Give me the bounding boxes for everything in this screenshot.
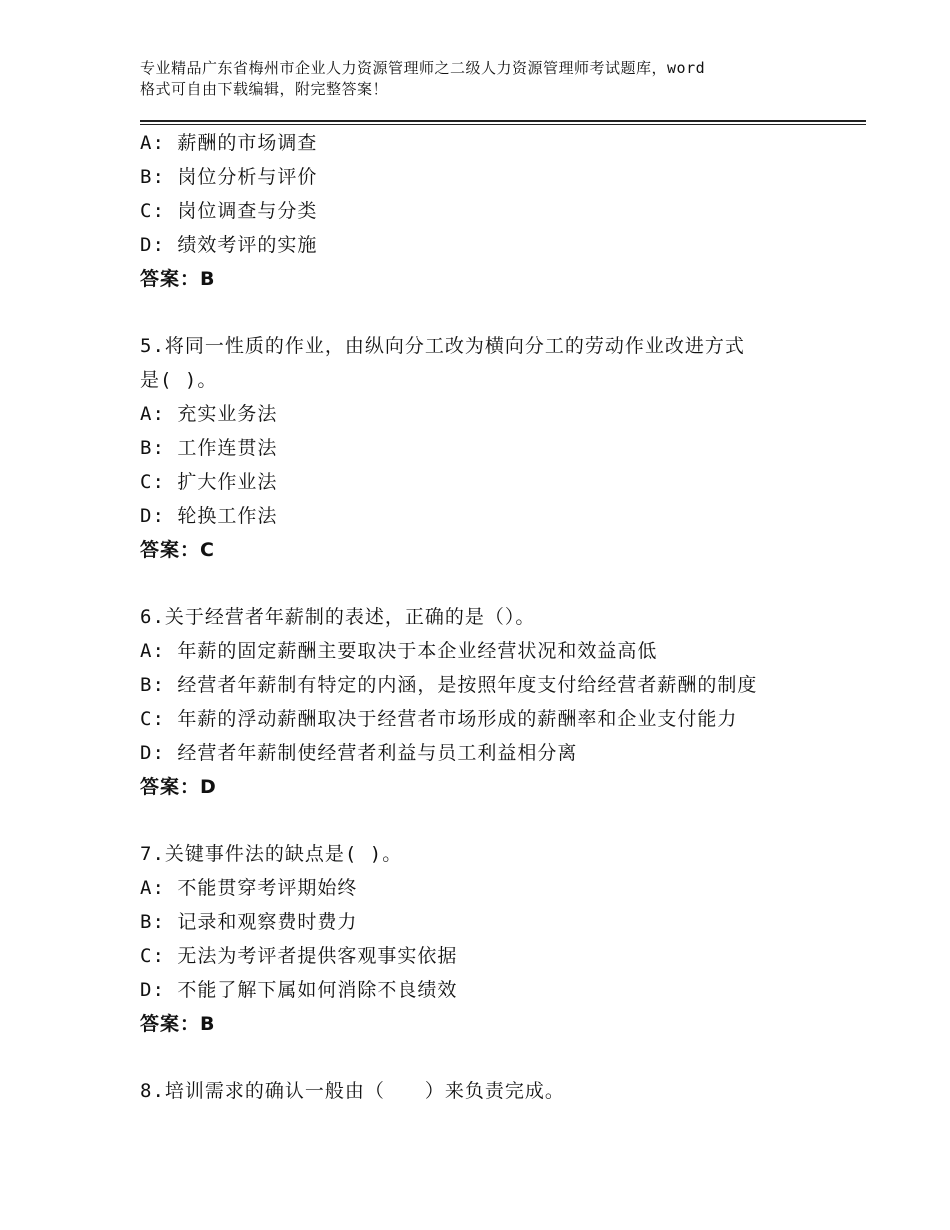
- option-b: B: 岗位分析与评价: [140, 166, 318, 188]
- option-c: C: 扩大作业法: [140, 471, 278, 493]
- question-8: [140, 1074, 860, 1108]
- question-4-tail: [140, 126, 860, 296]
- option-b: B: 记录和观察费时费力: [140, 911, 358, 933]
- question-5: [140, 329, 860, 567]
- question-stem: 7.关键事件法的缺点是( )。: [140, 843, 403, 865]
- question-7: [140, 837, 860, 1041]
- header-divider-thin: [140, 124, 866, 125]
- option-a: A: 充实业务法: [140, 403, 278, 425]
- option-d: D: 不能了解下属如何消除不良绩效: [140, 979, 458, 1001]
- option-b: B: 工作连贯法: [140, 437, 278, 459]
- answer: 答案：B: [140, 268, 216, 290]
- answer: 答案：B: [140, 1013, 216, 1035]
- answer: 答案：D: [140, 776, 217, 798]
- option-a: A: 年薪的固定薪酬主要取决于本企业经营状况和效益高低: [140, 640, 658, 662]
- option-c: C: 年薪的浮动薪酬取决于经营者市场形成的薪酬率和企业支付能力: [140, 708, 738, 730]
- option-c: C: 岗位调查与分类: [140, 200, 318, 222]
- answer: 答案：C: [140, 539, 215, 561]
- page-header: [140, 58, 840, 100]
- option-b: B: 经营者年薪制有特定的内涵，是按照年度支付给经营者薪酬的制度: [140, 674, 758, 696]
- option-d: D: 轮换工作法: [140, 505, 278, 527]
- question-stem: 6.关于经营者年薪制的表述，正确的是（）。: [140, 606, 536, 628]
- header-title-line1: 专业精品广东省梅州市企业人力资源管理师之二级人力资源管理师考试题库，word: [140, 59, 706, 77]
- question-stem-cont: 是( )。: [140, 369, 218, 391]
- header-divider-thick: [140, 120, 866, 122]
- question-stem: 8.培训需求的确认一般由（ ）来负责完成。: [140, 1080, 565, 1102]
- header-title-line2: 格式可自由下载编辑，附完整答案！: [140, 80, 389, 98]
- question-stem: 5.将同一性质的作业，由纵向分工改为横向分工的劳动作业改进方式: [140, 335, 745, 357]
- option-d: D: 经营者年薪制使经营者利益与员工利益相分离: [140, 742, 578, 764]
- option-a: A: 不能贯穿考评期始终: [140, 877, 358, 899]
- question-list: [140, 126, 860, 1108]
- option-c: C: 无法为考评者提供客观事实依据: [140, 945, 458, 967]
- option-d: D: 绩效考评的实施: [140, 234, 318, 256]
- option-a: A: 薪酬的市场调查: [140, 132, 318, 154]
- question-6: [140, 600, 860, 804]
